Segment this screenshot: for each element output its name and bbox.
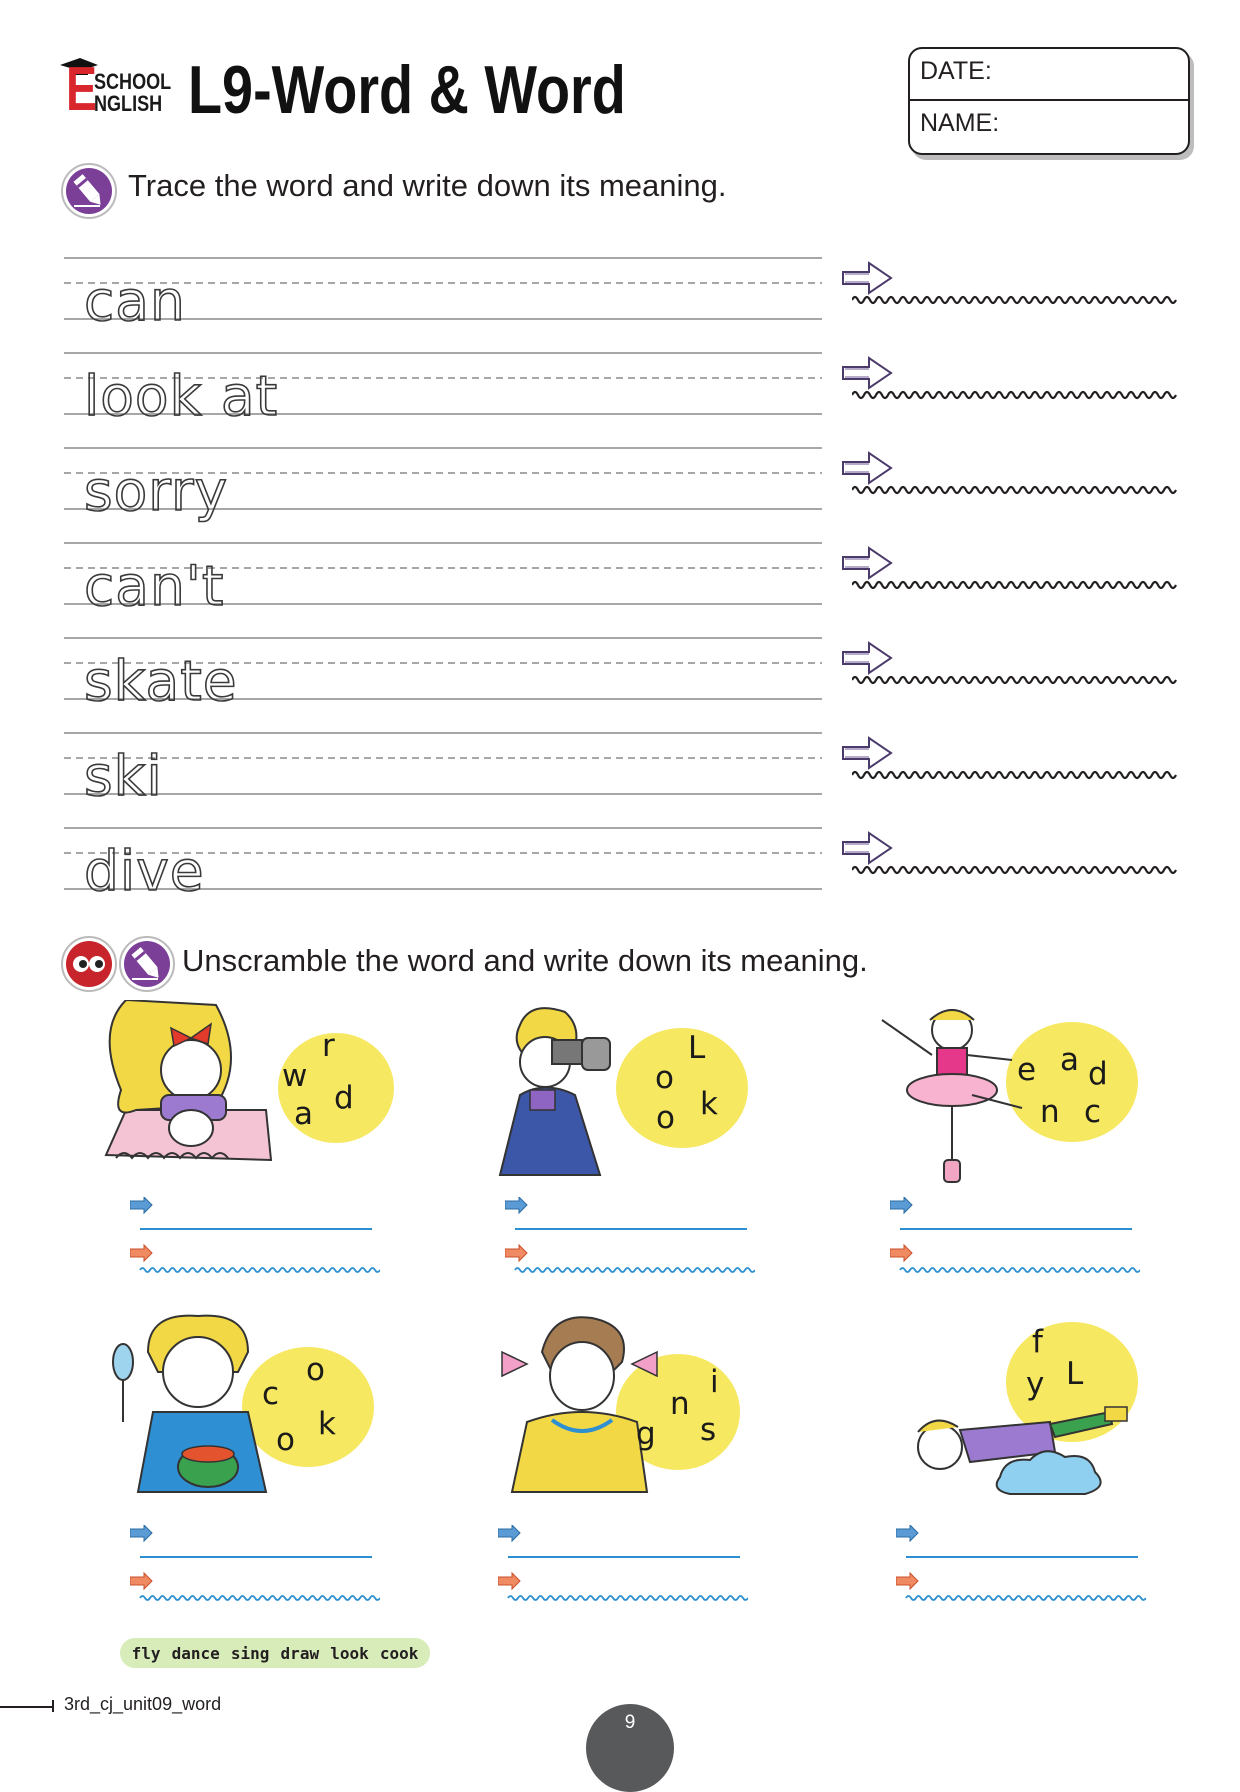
trace-word: ski bbox=[84, 744, 163, 808]
trace-row bbox=[64, 438, 1184, 533]
logo-english-text: NGLISH bbox=[94, 91, 163, 116]
scramble-letter: k bbox=[700, 1086, 718, 1122]
word-bank-item: sing bbox=[230, 1643, 270, 1663]
handwriting-guide-lines bbox=[64, 723, 824, 818]
footer-code: 3rd_cj_unit09_word bbox=[64, 1694, 222, 1714]
word-bank-item: dance bbox=[171, 1643, 220, 1663]
unscramble-answer-lines[interactable] bbox=[890, 1197, 1140, 1277]
scramble-letter: L bbox=[688, 1030, 706, 1066]
red-arrow-icon bbox=[130, 1573, 152, 1589]
scramble-letter: s bbox=[700, 1412, 717, 1448]
pencil-badge-icon bbox=[60, 162, 118, 220]
meaning-answer-line[interactable] bbox=[852, 387, 1182, 403]
red-arrow-icon bbox=[890, 1245, 912, 1261]
trace-word: sorry bbox=[84, 459, 229, 523]
trace-row bbox=[64, 248, 1184, 343]
section2-instruction: Unscramble the word and write down its meaning. bbox=[182, 943, 868, 978]
girl-flying-illustration bbox=[880, 1312, 1230, 1502]
logo-letter-e: E bbox=[66, 55, 98, 124]
unscramble-answer-lines[interactable] bbox=[896, 1525, 1146, 1605]
blue-arrow-icon bbox=[498, 1525, 520, 1541]
logo-school-text: SCHOOL bbox=[94, 69, 172, 94]
scramble-letter: o bbox=[656, 1100, 675, 1136]
arrow-right-icon bbox=[839, 640, 895, 676]
meaning-answer-line[interactable] bbox=[852, 577, 1182, 593]
trace-row bbox=[64, 533, 1184, 628]
trace-row bbox=[64, 723, 1184, 818]
scramble-letter: n bbox=[1040, 1094, 1060, 1130]
footer-rule bbox=[0, 1706, 52, 1708]
date-field[interactable] bbox=[910, 49, 1188, 101]
trace-word: dive bbox=[84, 839, 205, 903]
date-label: DATE: bbox=[920, 57, 992, 85]
unscramble-answer-lines[interactable] bbox=[130, 1525, 380, 1605]
school-english-logo bbox=[58, 55, 178, 124]
scramble-letter: g bbox=[636, 1416, 656, 1452]
scramble-letter: a bbox=[1060, 1042, 1079, 1078]
name-label: NAME: bbox=[920, 109, 1000, 137]
name-field[interactable] bbox=[910, 101, 1188, 151]
arrow-right-icon bbox=[839, 260, 895, 296]
unscramble-answer-lines[interactable] bbox=[498, 1525, 748, 1605]
meaning-answer-line[interactable] bbox=[852, 482, 1182, 498]
scramble-letter: L bbox=[1066, 1356, 1084, 1392]
scramble-letter: a bbox=[294, 1096, 313, 1132]
blue-arrow-icon bbox=[896, 1525, 918, 1541]
arrow-right-icon bbox=[839, 450, 895, 486]
blue-arrow-icon bbox=[505, 1197, 527, 1213]
page-title: L9-Word & Word bbox=[188, 52, 626, 128]
unscramble-answer-lines[interactable] bbox=[505, 1197, 755, 1277]
trace-word: look at bbox=[84, 364, 279, 428]
scramble-letter: f bbox=[1032, 1324, 1043, 1360]
trace-word: skate bbox=[84, 649, 238, 713]
date-name-box bbox=[908, 47, 1190, 155]
meaning-answer-line[interactable] bbox=[852, 767, 1182, 783]
trace-row bbox=[64, 818, 1184, 913]
red-arrow-icon bbox=[896, 1573, 918, 1589]
word-bank-item: draw bbox=[280, 1643, 320, 1663]
word-bank-item: look bbox=[330, 1643, 369, 1663]
scramble-letter: o bbox=[306, 1352, 325, 1388]
blue-arrow-icon bbox=[130, 1197, 152, 1213]
scramble-letter: r bbox=[322, 1028, 335, 1064]
eyes-badge-icon bbox=[60, 935, 118, 993]
meaning-answer-line[interactable] bbox=[852, 862, 1182, 878]
scramble-letter: o bbox=[655, 1060, 674, 1096]
scramble-letter: c bbox=[262, 1376, 280, 1412]
trace-row bbox=[64, 343, 1184, 438]
footer-tick bbox=[52, 1700, 54, 1712]
red-arrow-icon bbox=[498, 1573, 520, 1589]
scramble-letter: i bbox=[710, 1364, 719, 1400]
trace-row bbox=[64, 628, 1184, 723]
arrow-right-icon bbox=[839, 830, 895, 866]
scramble-letter: c bbox=[1084, 1094, 1102, 1130]
blue-arrow-icon bbox=[890, 1197, 912, 1213]
scramble-letter: d bbox=[1088, 1056, 1108, 1092]
arrow-right-icon bbox=[839, 355, 895, 391]
pencil-badge-icon-2 bbox=[118, 935, 176, 993]
scramble-letter: y bbox=[1026, 1366, 1045, 1402]
word-bank-item: fly bbox=[131, 1643, 161, 1663]
section1-instruction: Trace the word and write down its meaning. bbox=[128, 168, 727, 203]
arrow-right-icon bbox=[839, 545, 895, 581]
unscramble-answer-lines[interactable] bbox=[130, 1197, 380, 1277]
blue-arrow-icon bbox=[130, 1525, 152, 1541]
word-bank bbox=[120, 1638, 430, 1668]
scramble-letter: n bbox=[670, 1386, 690, 1422]
scramble-letter: w bbox=[282, 1058, 308, 1094]
scramble-letter: k bbox=[318, 1406, 336, 1442]
girl-drawing-illustration bbox=[96, 1000, 446, 1180]
scramble-letter: e bbox=[1017, 1052, 1037, 1088]
trace-word: can bbox=[84, 269, 186, 333]
meaning-answer-line[interactable] bbox=[852, 672, 1182, 688]
trace-word: can't bbox=[84, 554, 225, 618]
arrow-right-icon bbox=[839, 735, 895, 771]
kid-cooking-illustration bbox=[108, 1312, 458, 1502]
word-bank-item: cook bbox=[379, 1643, 419, 1663]
meaning-answer-line[interactable] bbox=[852, 292, 1182, 308]
scramble-letter: o bbox=[276, 1422, 295, 1458]
red-arrow-icon bbox=[130, 1245, 152, 1261]
red-arrow-icon bbox=[505, 1245, 527, 1261]
girl-singing-illustration bbox=[482, 1312, 832, 1502]
page-number: 9 bbox=[586, 1704, 674, 1792]
scramble-letter: d bbox=[334, 1080, 354, 1116]
